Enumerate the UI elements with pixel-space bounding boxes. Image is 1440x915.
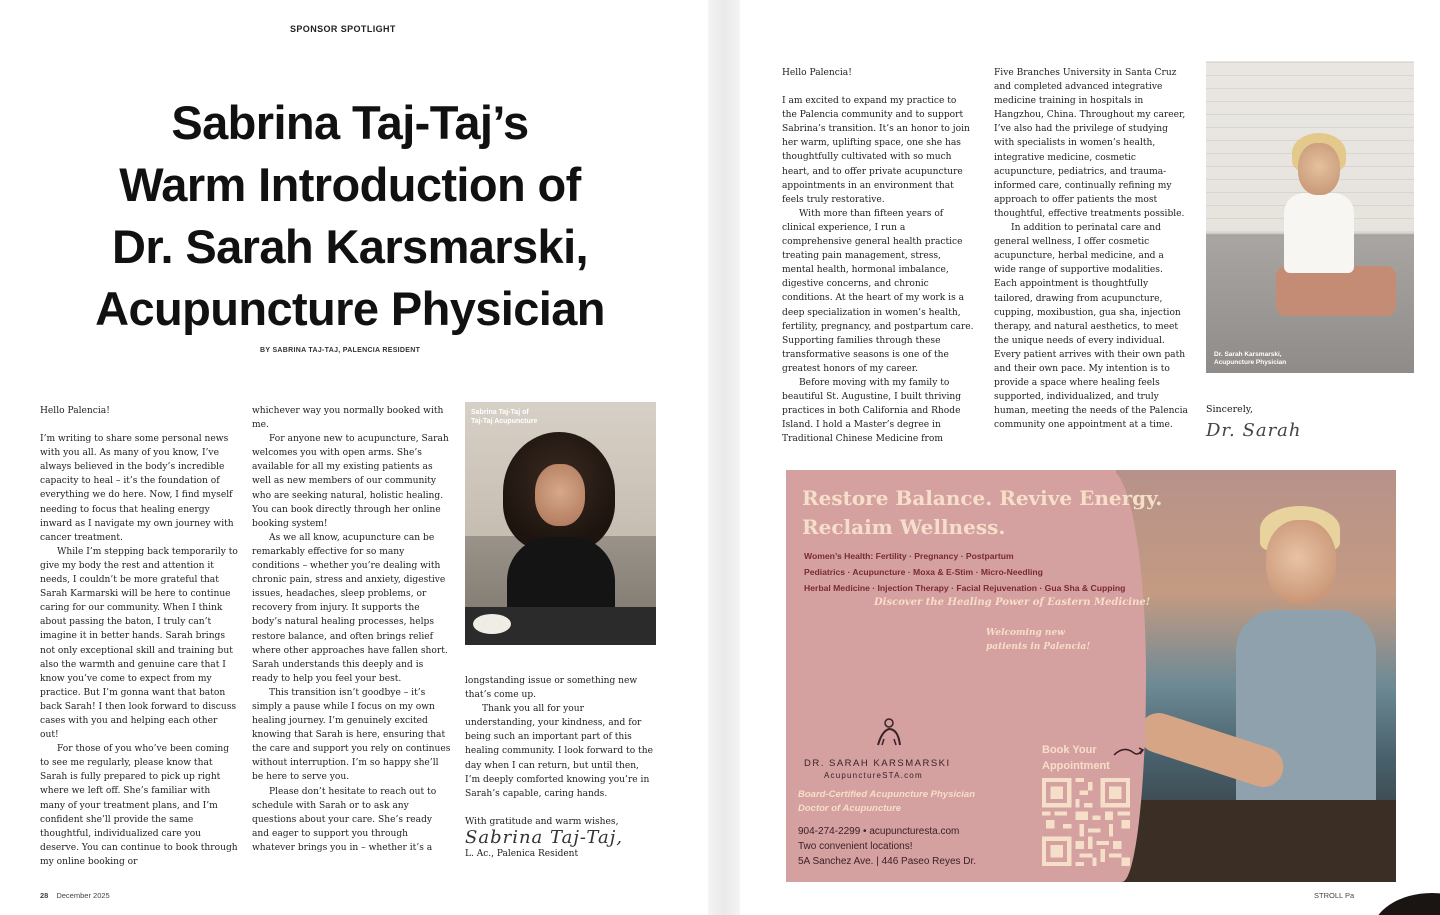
book-line: Appointment xyxy=(1042,760,1110,772)
folio-right: STROLL Pa xyxy=(1314,891,1355,900)
paragraph: whichever way you normally booked with me. xyxy=(252,406,444,431)
paragraph: longstanding issue or something new that’s come up. xyxy=(465,676,638,701)
paragraph: Thank you all for your understanding, your kindness, and for being such an important part of this healing community. I look forward to the day when I can return, but until then, I’m deeply comforted knowing you’re in Sarah’s capable, caring hands. xyxy=(465,704,653,799)
page-number: 28 xyxy=(40,891,49,900)
sarah-photo xyxy=(1206,61,1414,373)
article-column-3 xyxy=(465,674,655,861)
phone-web: 904-274-2299 • acupuncturesta.com xyxy=(798,826,960,837)
credential-line: Board-Certified Acupuncture Physician xyxy=(798,789,976,800)
issue-date: December 2025 xyxy=(56,891,110,900)
section-kicker: SPONSOR SPOTLIGHT xyxy=(290,24,396,34)
ad-contact xyxy=(798,824,976,869)
sabrina-photo xyxy=(465,402,656,645)
paragraph: I’m writing to share some personal news with you all. As many of you know, I’ve always believed in the body’s incredible capacity to heal – it’s the foundation of everything we do here. Now, I find myself needing to focus that healing energy inward as I navigate my own journey with cancer treatment. xyxy=(40,434,234,543)
greeting: Hello Palencia! xyxy=(782,68,852,78)
byline: BY SABRINA TAJ-TAJ, PALENCIA RESIDENT xyxy=(260,347,421,354)
paragraph: With more than fifteen years of clinical experience, I run a comprehensive general health practice treating pain management, stress, mental health, hormonal imbalance, digestive concerns, and chronic conditions. At the heart of my work is a deep specialization in women’s health, fertility, pregnancy, and postpartum care. Supporting families through these transformative seasons is one of the greatest honors of my career. xyxy=(782,208,974,374)
headline-line: Sabrina Taj-Taj’s xyxy=(171,96,529,149)
headline-line: Warm Introduction of xyxy=(119,158,581,211)
ad-services xyxy=(804,548,1125,596)
greeting: Hello Palencia! xyxy=(40,406,110,416)
ad-headline-line: Reclaim Wellness. xyxy=(802,515,1006,539)
credential-line: Doctor of Acupuncture xyxy=(798,803,902,814)
arrow-icon xyxy=(1112,745,1146,759)
ad-logo-site: AcupunctureSTA.com xyxy=(824,771,923,780)
caption-line: Dr. Sarah Karsmarski, xyxy=(1214,351,1282,358)
folio-left xyxy=(40,891,110,900)
headline-line: Dr. Sarah Karsmarski, xyxy=(112,220,588,273)
welcome-line: patients in Palencia! xyxy=(986,642,1091,652)
service-line: Herbal Medicine · Injection Therapy · Facial Rejuvenation · Gua Sha & Cupping xyxy=(804,583,1126,593)
paragraph: Please don’t hesitate to reach out to schedule with Sarah or to ask any questions about your care. She’s ready and eager to support you through whatever brings you in – whether it’s a xyxy=(252,786,437,853)
article-column-1 xyxy=(40,404,238,869)
ad-doctor-name: DR. SARAH KARSMARSKI xyxy=(804,758,951,769)
clinic-advertisement xyxy=(786,470,1396,882)
paragraph: I am excited to expand my practice to the Palencia community and to support Sabrina’s transition. It’s an honor to join her warm, uplifting space, one she has thoughtfully cultivated with so much heart, and to offer private acupuncture appointments in an environment that feels truly restorative. xyxy=(782,96,970,205)
clinic-logo-icon xyxy=(872,715,906,749)
right-page xyxy=(740,0,1440,915)
qr-code-icon[interactable] xyxy=(1042,778,1130,866)
ad-welcome xyxy=(986,626,1106,654)
paragraph: In addition to perinatal care and general wellness, I offer cosmetic acupuncture, herbal medicine, and a wide range of supportive modalities. Each appointment is thoughtfully tailored, drawing from acupuncture, cupping, moxibustion, gua sha, injection therapy, and natural aesthetics, to meet the unique needs of every individual. Every patient arrives with their own path and their own pace. My intention is to provide a space where healing feels supported, individualized, and truly human, meeting the needs of the Palencia community one appointment at a time. xyxy=(994,223,1188,431)
paragraph: This transition isn’t goodbye – it’s simply a pause while I focus on my own healing journey. I’m genuinely excited knowing that Sarah is here, ensuring that the care and support you rely on continues without interruption. I’m so happy she’ll be here to serve you. xyxy=(252,687,451,783)
signature-sarah: Dr. Sarah xyxy=(1206,420,1302,441)
addresses: 5A Sanchez Ave. | 446 Paseo Reyes Dr. xyxy=(798,856,977,867)
locations-label: Two convenient locations! xyxy=(798,841,913,852)
signature-sabrina: Sabrina Taj-Taj, xyxy=(465,826,623,848)
article-column-2 xyxy=(252,404,452,855)
signature-role: L. Ac., Palenica Resident xyxy=(465,849,579,860)
left-page xyxy=(0,0,708,915)
caption-line: Acupuncture Physician xyxy=(1214,359,1287,366)
paragraph: As we all know, acupuncture can be remarkably effective for so many conditions – whether you’re dealing with chronic pain, stress and anxiety, digestive issues, headaches, sleep problems, or recovery from injury. It supports the body’s natural healing processes, helps restore balance, and often brings relief where other approaches have fallen short. Sarah understands this deeply and is ready to help you feel your best. xyxy=(252,532,448,684)
caption-line: Sabrina Taj-Taj of xyxy=(471,409,529,416)
paragraph: While I’m stepping back temporarily to give my body the rest and attention it needs, I couldn’t be more grateful that Sarah Karmarski will be here to continue caring for our community. When I think about passing the baton, I truly can’t imagine it in better hands. Sarah brings not only exceptional skill and training but also the warmth and genuine care that I know you’ve come to expect from my practice. But I’m gonna want that baton back Sarah! I then look forward to discuss cases with you and helping each other out! xyxy=(40,546,238,741)
paragraph: For those of you who’ve been coming to see me regularly, please know that Sarah is fully prepared to pick up right where we left off. She’s familiar with many of your treatment plans, and I’m confident she’ll provide the same thoughtful, individualized care you deserve. You can continue to book through my online booking or xyxy=(40,744,238,867)
service-line: Women’s Health: Fertility · Pregnancy · Postpartum xyxy=(804,551,1014,561)
ad-credentials xyxy=(798,788,975,816)
photo-caption xyxy=(1214,351,1286,367)
closing: With gratitude and warm wishes, xyxy=(465,816,619,827)
paragraph: Before moving with my family to beautiful St. Augustine, I built thriving practices in both California and Rhode Island. I hold a Master’s degree in Traditional Chinese Medicine from xyxy=(782,377,962,445)
sincerely: Sincerely, xyxy=(1206,404,1253,415)
article-headline xyxy=(40,92,660,340)
letter-column-1 xyxy=(782,66,974,446)
service-line: Pediatrics · Acupuncture · Moxa & E-Stim · Micro-Needling xyxy=(804,567,1043,577)
ad-headline xyxy=(802,484,1202,542)
letter-column-2 xyxy=(994,66,1188,432)
paragraph: For anyone new to acupuncture, Sarah welcomes you with open arms. She’s available for all my existing patients as well as new members of our community who are seeking natural, holistic healing. You can book directly through her online booking system! xyxy=(252,434,449,529)
ad-headline-line: Restore Balance. Revive Energy. xyxy=(802,486,1163,510)
book-appointment[interactable] xyxy=(1042,742,1110,774)
headline-line: Acupuncture Physician xyxy=(95,282,605,335)
book-line: Book Your xyxy=(1042,744,1097,756)
caption-line: Taj-Taj Acupuncture xyxy=(471,418,538,425)
paragraph: Five Branches University in Santa Cruz and completed advanced integrative medicine training in hospitals in Hangzhou, China. Throughout my career, I’ve also had the privilege of studying with specialists in women’s health, integrative medicine, cosmetic acupuncture, pediatrics, and trauma-informed care, continually refining my approach to offer patients the most thoughtful, effective treatments possible. xyxy=(994,68,1186,219)
photo-caption xyxy=(471,408,537,426)
ad-tagline: Discover the Healing Power of Eastern Medicine! xyxy=(874,597,1151,608)
spread-gutter xyxy=(708,0,740,915)
welcome-line: Welcoming new xyxy=(986,628,1065,638)
